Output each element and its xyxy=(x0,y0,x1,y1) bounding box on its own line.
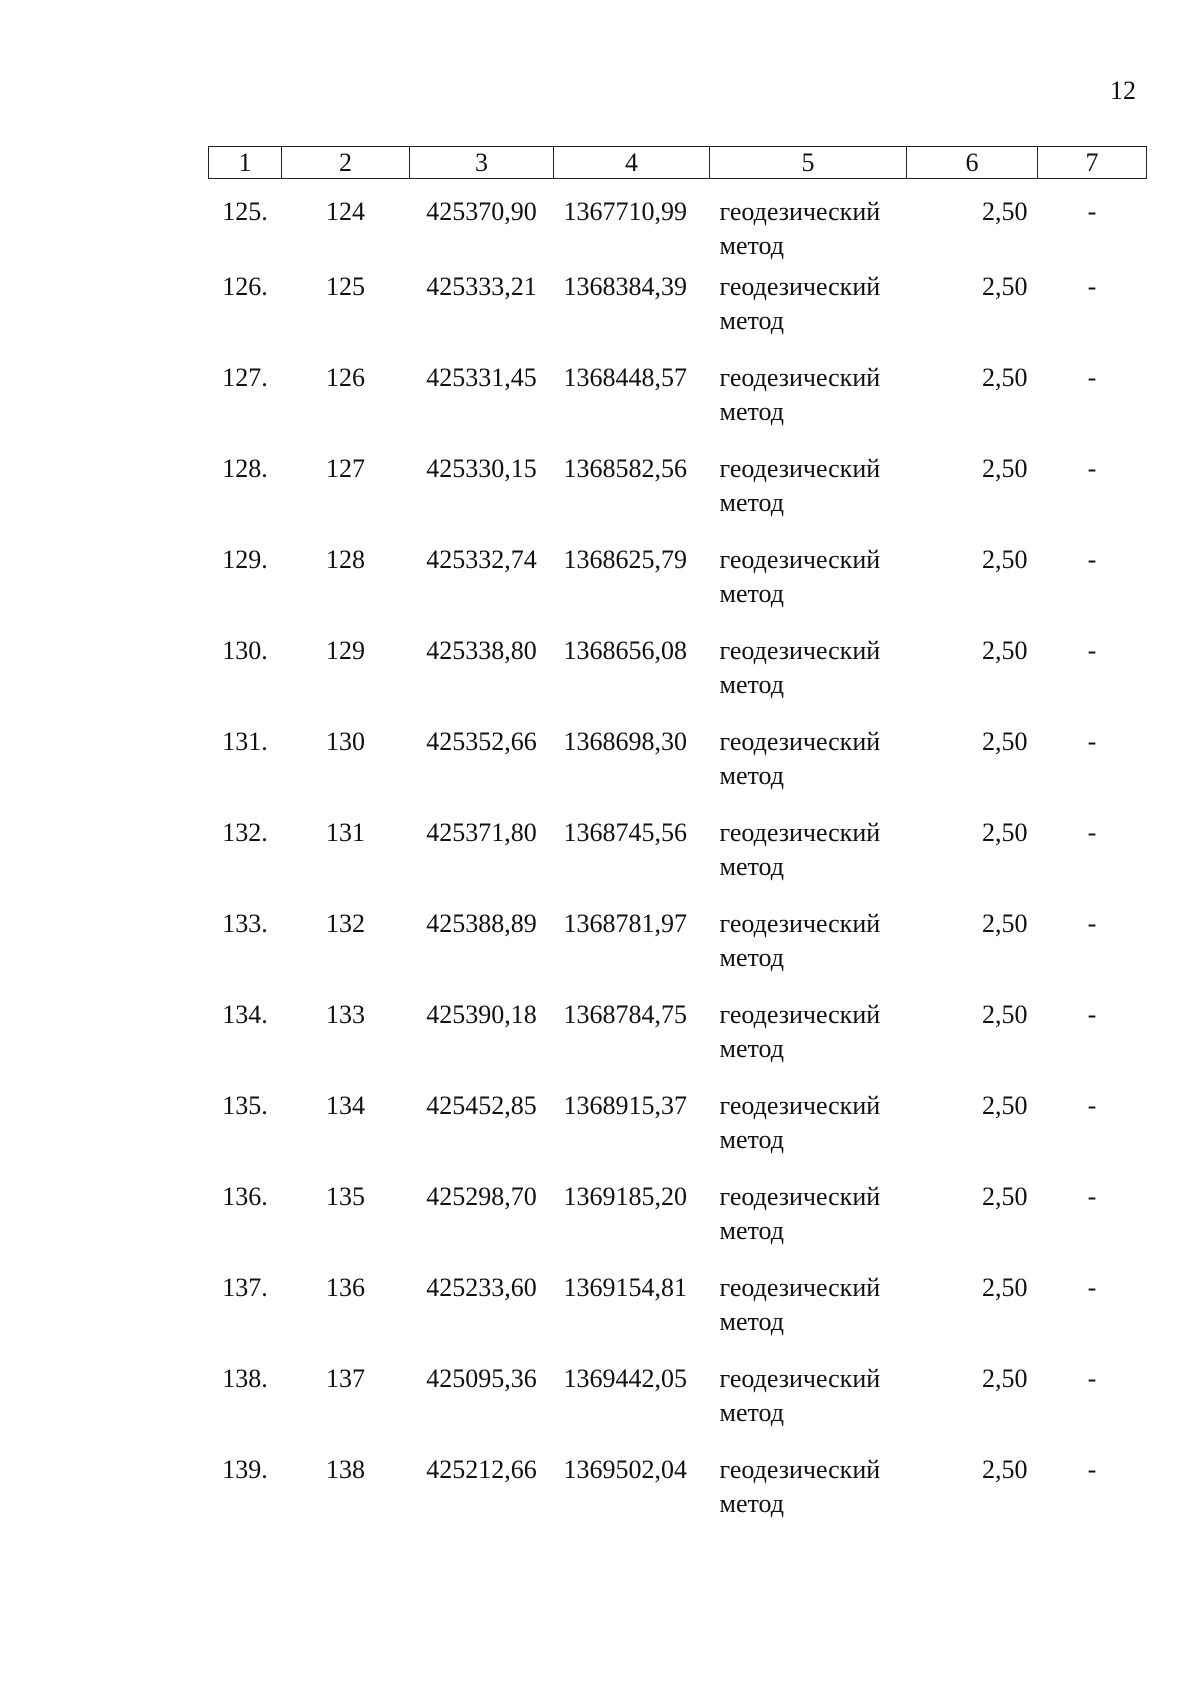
table-row xyxy=(209,1089,1147,1180)
note-cell: - xyxy=(1087,545,1097,574)
table-row xyxy=(209,1180,1147,1271)
method-line-1: геодезический xyxy=(719,1182,881,1211)
method-line-2: метод xyxy=(719,488,784,517)
note-cell: - xyxy=(1087,454,1097,483)
table-row xyxy=(209,270,1147,361)
error-cell: 2,50 xyxy=(982,545,1028,574)
column-header: 3 xyxy=(410,147,554,179)
method-line-1: геодезический xyxy=(719,545,881,574)
x-coordinate-cell: 425233,60 xyxy=(426,1273,537,1302)
y-coordinate-cell: 1368384,39 xyxy=(563,272,687,301)
method-line-1: геодезический xyxy=(719,727,881,756)
error-cell: 2,50 xyxy=(982,727,1028,756)
note-cell: - xyxy=(1087,1091,1097,1120)
row-number-cell: 127. xyxy=(222,363,268,392)
error-cell: 2,50 xyxy=(982,909,1028,938)
method-line-2: метод xyxy=(719,943,784,972)
method-cell xyxy=(710,179,907,271)
point-number-cell: 133 xyxy=(326,1000,365,1029)
page-number: 12 xyxy=(1110,76,1136,105)
y-coordinate-cell: 1368698,30 xyxy=(563,727,687,756)
method-line-2: метод xyxy=(719,579,784,608)
method-cell xyxy=(710,543,907,634)
method-line-2: метод xyxy=(719,1125,784,1154)
y-coordinate-cell: 1368656,08 xyxy=(563,636,687,665)
note-cell: - xyxy=(1087,1364,1097,1393)
error-cell: 2,50 xyxy=(982,818,1028,847)
table-row xyxy=(209,634,1147,725)
point-number-cell: 125 xyxy=(326,272,365,301)
point-number-cell: 136 xyxy=(326,1273,365,1302)
point-number-cell: 128 xyxy=(326,545,365,574)
column-header: 1 xyxy=(209,147,282,179)
note-cell: - xyxy=(1087,1455,1097,1484)
coordinates-table xyxy=(208,146,1147,1544)
table-row xyxy=(209,725,1147,816)
x-coordinate-cell: 425212,66 xyxy=(426,1455,537,1484)
table-body xyxy=(209,179,1147,1545)
x-coordinate-cell: 425095,36 xyxy=(426,1364,537,1393)
note-cell: - xyxy=(1087,363,1097,392)
method-line-2: метод xyxy=(719,1034,784,1063)
method-cell xyxy=(710,361,907,452)
table-row xyxy=(209,816,1147,907)
x-coordinate-cell: 425388,89 xyxy=(426,909,537,938)
error-cell: 2,50 xyxy=(982,272,1028,301)
row-number-cell: 129. xyxy=(222,545,268,574)
error-cell: 2,50 xyxy=(982,1000,1028,1029)
row-number-cell: 131. xyxy=(222,727,268,756)
x-coordinate-cell: 425370,90 xyxy=(426,197,537,226)
x-coordinate-cell: 425452,85 xyxy=(426,1091,537,1120)
row-number-cell: 128. xyxy=(222,454,268,483)
method-line-2: метод xyxy=(719,231,784,260)
note-cell: - xyxy=(1087,818,1097,847)
point-number-cell: 135 xyxy=(326,1182,365,1211)
row-number-cell: 137. xyxy=(222,1273,268,1302)
row-number-cell: 135. xyxy=(222,1091,268,1120)
method-line-2: метод xyxy=(719,852,784,881)
error-cell: 2,50 xyxy=(982,1364,1028,1393)
method-line-1: геодезический xyxy=(719,1091,881,1120)
y-coordinate-cell: 1369442,05 xyxy=(563,1364,687,1393)
method-line-1: геодезический xyxy=(719,1455,881,1484)
x-coordinate-cell: 425333,21 xyxy=(426,272,537,301)
y-coordinate-cell: 1368448,57 xyxy=(563,363,687,392)
method-line-1: геодезический xyxy=(719,272,881,301)
x-coordinate-cell: 425390,18 xyxy=(426,1000,537,1029)
table-row xyxy=(209,179,1147,271)
table-header xyxy=(209,147,1147,179)
column-number-row xyxy=(209,147,1147,179)
x-coordinate-cell: 425330,15 xyxy=(426,454,537,483)
x-coordinate-cell: 425332,74 xyxy=(426,545,537,574)
method-cell xyxy=(710,998,907,1089)
x-coordinate-cell: 425331,45 xyxy=(426,363,537,392)
table-row xyxy=(209,543,1147,634)
note-cell: - xyxy=(1087,727,1097,756)
method-line-1: геодезический xyxy=(719,454,881,483)
method-cell xyxy=(710,634,907,725)
row-number-cell: 139. xyxy=(222,1455,268,1484)
error-cell: 2,50 xyxy=(982,197,1028,226)
point-number-cell: 131 xyxy=(326,818,365,847)
column-header: 7 xyxy=(1038,147,1147,179)
method-cell xyxy=(710,816,907,907)
table-row xyxy=(209,1453,1147,1544)
method-cell xyxy=(710,1453,907,1544)
method-line-1: геодезический xyxy=(719,1000,881,1029)
y-coordinate-cell: 1368781,97 xyxy=(563,909,687,938)
method-line-2: метод xyxy=(719,670,784,699)
row-number-cell: 132. xyxy=(222,818,268,847)
y-coordinate-cell: 1368915,37 xyxy=(563,1091,687,1120)
table-row xyxy=(209,1271,1147,1362)
note-cell: - xyxy=(1087,1182,1097,1211)
method-line-1: геодезический xyxy=(719,636,881,665)
method-line-1: геодезический xyxy=(719,197,881,226)
row-number-cell: 133. xyxy=(222,909,268,938)
y-coordinate-cell: 1368582,56 xyxy=(563,454,687,483)
column-header: 2 xyxy=(282,147,410,179)
method-line-1: геодезический xyxy=(719,818,881,847)
error-cell: 2,50 xyxy=(982,1091,1028,1120)
x-coordinate-cell: 425298,70 xyxy=(426,1182,537,1211)
note-cell: - xyxy=(1087,636,1097,665)
error-cell: 2,50 xyxy=(982,636,1028,665)
point-number-cell: 124 xyxy=(326,197,365,226)
row-number-cell: 138. xyxy=(222,1364,268,1393)
y-coordinate-cell: 1368625,79 xyxy=(563,545,687,574)
table-row xyxy=(209,452,1147,543)
point-number-cell: 137 xyxy=(326,1364,365,1393)
row-number-cell: 126. xyxy=(222,272,268,301)
point-number-cell: 130 xyxy=(326,727,365,756)
x-coordinate-cell: 425371,80 xyxy=(426,818,537,847)
error-cell: 2,50 xyxy=(982,1455,1028,1484)
x-coordinate-cell: 425338,80 xyxy=(426,636,537,665)
note-cell: - xyxy=(1087,909,1097,938)
method-cell xyxy=(710,907,907,998)
error-cell: 2,50 xyxy=(982,1182,1028,1211)
point-number-cell: 138 xyxy=(326,1455,365,1484)
method-line-2: метод xyxy=(719,1307,784,1336)
method-cell xyxy=(710,725,907,816)
method-cell xyxy=(710,1271,907,1362)
point-number-cell: 134 xyxy=(326,1091,365,1120)
error-cell: 2,50 xyxy=(982,363,1028,392)
method-line-2: метод xyxy=(719,397,784,426)
method-line-2: метод xyxy=(719,1216,784,1245)
column-header: 6 xyxy=(907,147,1038,179)
table-row xyxy=(209,361,1147,452)
error-cell: 2,50 xyxy=(982,454,1028,483)
table-row xyxy=(209,907,1147,998)
row-number-cell: 130. xyxy=(222,636,268,665)
x-coordinate-cell: 425352,66 xyxy=(426,727,537,756)
method-line-2: метод xyxy=(719,306,784,335)
method-line-1: геодезический xyxy=(719,1364,881,1393)
method-line-1: геодезический xyxy=(719,909,881,938)
point-number-cell: 126 xyxy=(326,363,365,392)
column-header: 5 xyxy=(710,147,907,179)
y-coordinate-cell: 1369185,20 xyxy=(563,1182,687,1211)
row-number-cell: 125. xyxy=(222,197,268,226)
method-line-2: метод xyxy=(719,1489,784,1518)
method-cell xyxy=(710,270,907,361)
method-line-1: геодезический xyxy=(719,363,881,392)
method-line-2: метод xyxy=(719,1398,784,1427)
note-cell: - xyxy=(1087,1000,1097,1029)
error-cell: 2,50 xyxy=(982,1273,1028,1302)
y-coordinate-cell: 1369502,04 xyxy=(563,1455,687,1484)
point-number-cell: 129 xyxy=(326,636,365,665)
note-cell: - xyxy=(1087,1273,1097,1302)
y-coordinate-cell: 1368784,75 xyxy=(563,1000,687,1029)
method-cell xyxy=(710,1180,907,1271)
method-cell xyxy=(710,1089,907,1180)
y-coordinate-cell: 1369154,81 xyxy=(563,1273,687,1302)
table-row xyxy=(209,998,1147,1089)
row-number-cell: 134. xyxy=(222,1000,268,1029)
row-number-cell: 136. xyxy=(222,1182,268,1211)
table-row xyxy=(209,1362,1147,1453)
method-line-1: геодезический xyxy=(719,1273,881,1302)
y-coordinate-cell: 1368745,56 xyxy=(563,818,687,847)
column-header: 4 xyxy=(554,147,710,179)
y-coordinate-cell: 1367710,99 xyxy=(563,197,687,226)
point-number-cell: 127 xyxy=(326,454,365,483)
method-cell xyxy=(710,1362,907,1453)
note-cell: - xyxy=(1087,197,1097,226)
note-cell: - xyxy=(1087,272,1097,301)
point-number-cell: 132 xyxy=(326,909,365,938)
method-line-2: метод xyxy=(719,761,784,790)
method-cell xyxy=(710,452,907,543)
